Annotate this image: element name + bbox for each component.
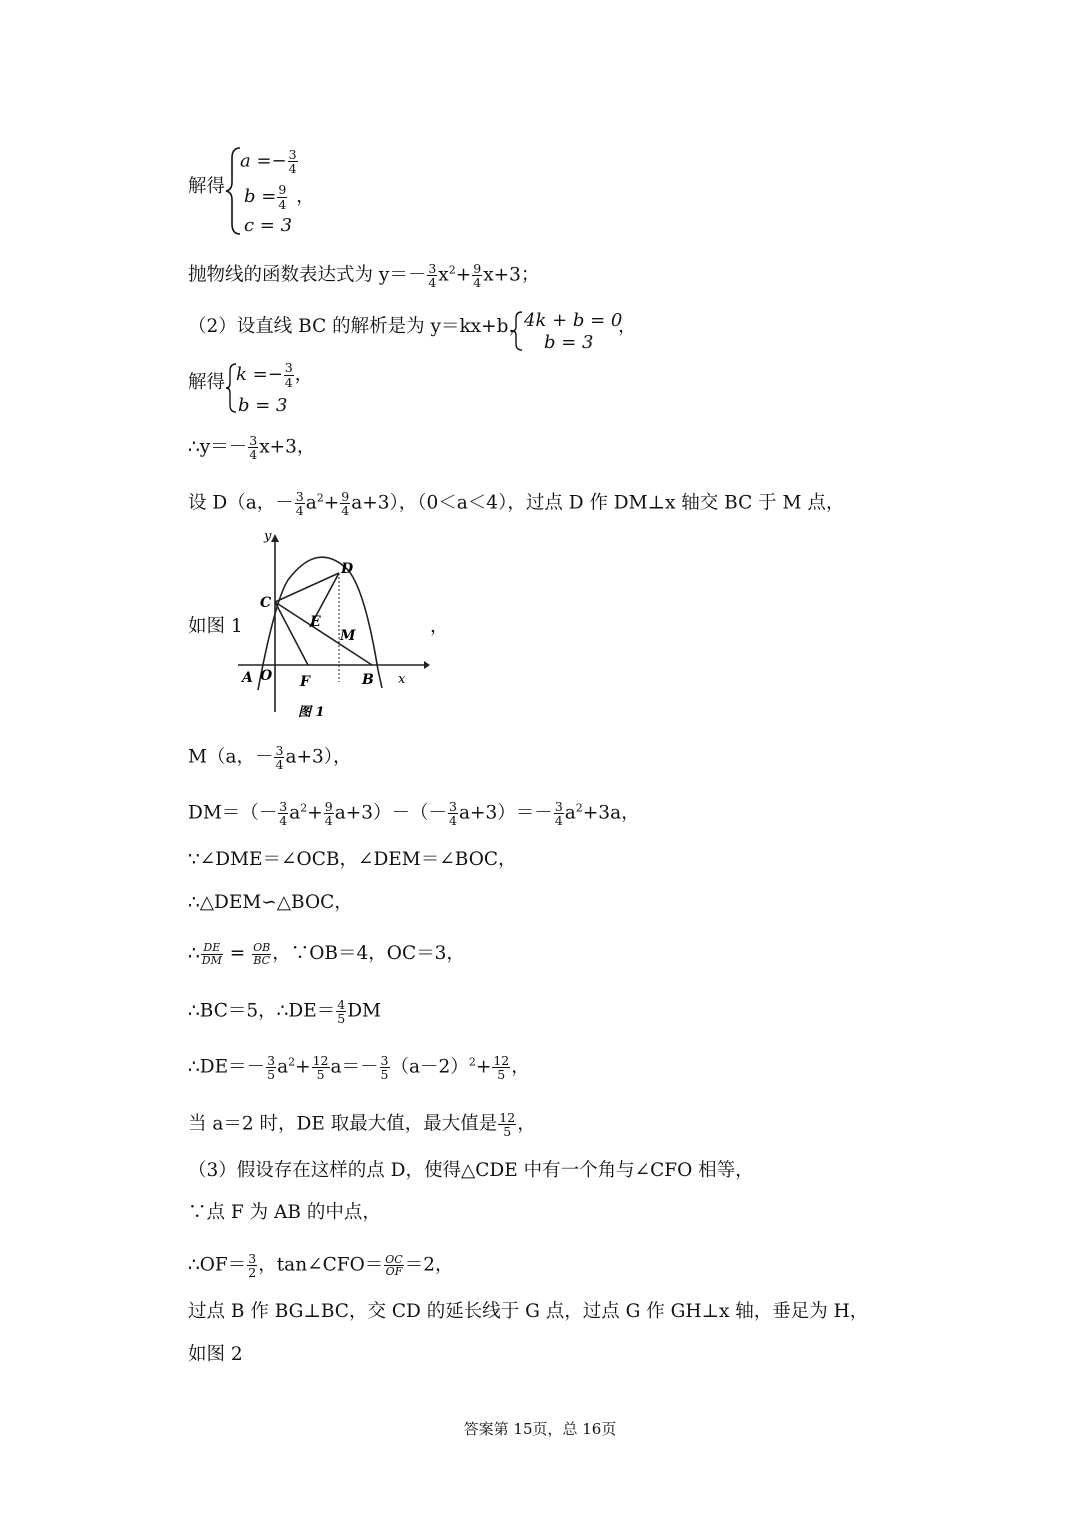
fig1-label-B: B <box>362 672 374 688</box>
eq-a: a =− $\frac{3}{4}$ <box>240 147 297 177</box>
see-figure-1: 如图 1 <box>188 616 243 637</box>
eq-c: c = 3 <box>244 215 293 236</box>
fig1-label-D: D <box>341 561 354 577</box>
bc-de-line: ∴BC＝5，∴DE＝ $\frac{4}{5}$ DM <box>188 997 381 1027</box>
max-value-line: 当 a＝2 时，DE 取最大值，最大值是 $\frac{12}{5}$ ， <box>188 1110 536 1140</box>
of-tan-line: ∴OF＝ $\frac{3}{2}$ ，tan∠CFO＝ $\frac{OC}{OF}$ ＝2， <box>188 1251 454 1281</box>
fig1-label-F: F <box>300 674 310 690</box>
fig1-label-C: C <box>260 595 272 611</box>
ratio-line: ∴ $\frac{DE}{DM}$ = $\frac{OB}{BC}$ ，∵OB＝4，OC＝3， <box>188 941 465 967</box>
construction-bg: 过点 B 作 BG⊥BC，交 CD 的延长线于 G 点，过点 G 作 GH⊥x 轴，垂足为 H， <box>188 1301 869 1322</box>
line-bc-setup: （2）设直线 BC 的解析是为 y＝kx+b， <box>188 316 527 337</box>
set-point-d: 设 D（a，－ $\frac{3}{4}$ $a^2+$ $\frac{9}{4}$ a+3），（0＜a＜4），过点 D 作 DM⊥x 轴交 BC 于 M 点， <box>188 489 845 519</box>
figure-1 <box>230 530 430 720</box>
dm-expression: DM＝（－ $\frac{3}{4}$ $a^2+$ $\frac{9}{4}$ a+3）－（－ $\frac{3}{4}$ a+3）＝－ $\frac{3}{4}$ $a^2+3a$， <box>188 799 640 829</box>
fig1-label-E: E <box>310 614 321 630</box>
comma-1: ， <box>618 316 637 337</box>
solve-label-1: 解得 <box>188 176 226 197</box>
eq-b3-2: b = 3 <box>238 395 288 416</box>
page-footer: 答案第 15页，总 16页 <box>463 1420 617 1438</box>
system-brace-2 <box>510 310 524 352</box>
comma-2: ， <box>430 616 449 637</box>
similar-triangles: ∴△DEM∽△BOC， <box>188 892 353 913</box>
fig1-label-A: A <box>242 670 253 686</box>
line-bc-result: ∴y＝－ $\frac{3}{4}$ x+3， <box>188 433 316 463</box>
angle-equalities: ∵∠DME＝∠OCB，∠DEM＝∠BOC， <box>188 849 517 870</box>
fig1-label-O: O <box>260 668 273 684</box>
part3-assumption: （3）假设存在这样的点 D，使得△CDE 中有一个角与∠CFO 相等， <box>188 1160 754 1181</box>
fig1-label-M: M <box>340 628 356 644</box>
fig1-label-x: x <box>398 672 406 687</box>
midpoint-f: ∵点 F 为 AB 的中点， <box>188 1202 381 1223</box>
de-expression: ∴DE＝－ $\frac{3}{5}$ $a^2+$ $\frac{12}{5}$ a＝－ $\frac{3}{5}$ $(a-2)^2+$ $\frac{12}{5}$ ， <box>188 1053 530 1083</box>
parabola-expression: 抛物线的函数表达式为 y＝－ $\frac{3}{4}$ $x^2+$ $\frac{9}{4}$ x+3； <box>188 261 540 291</box>
eq-4k-b: 4k + b = 0 <box>524 310 623 331</box>
see-figure-2: 如图 2 <box>188 1344 243 1365</box>
eq-b3: b = 3 <box>544 332 594 353</box>
fig1-caption: 图 1 <box>298 705 325 720</box>
eq-b: b = $\frac{9}{4}$ ， <box>244 182 315 212</box>
point-m: M（a，－ $\frac{3}{4}$ a+3）， <box>188 743 352 773</box>
solve-label-2: 解得 <box>188 372 226 393</box>
fig1-label-y: y <box>264 530 272 544</box>
eq-k: k =− $\frac{3}{4}$ ， <box>236 360 313 390</box>
